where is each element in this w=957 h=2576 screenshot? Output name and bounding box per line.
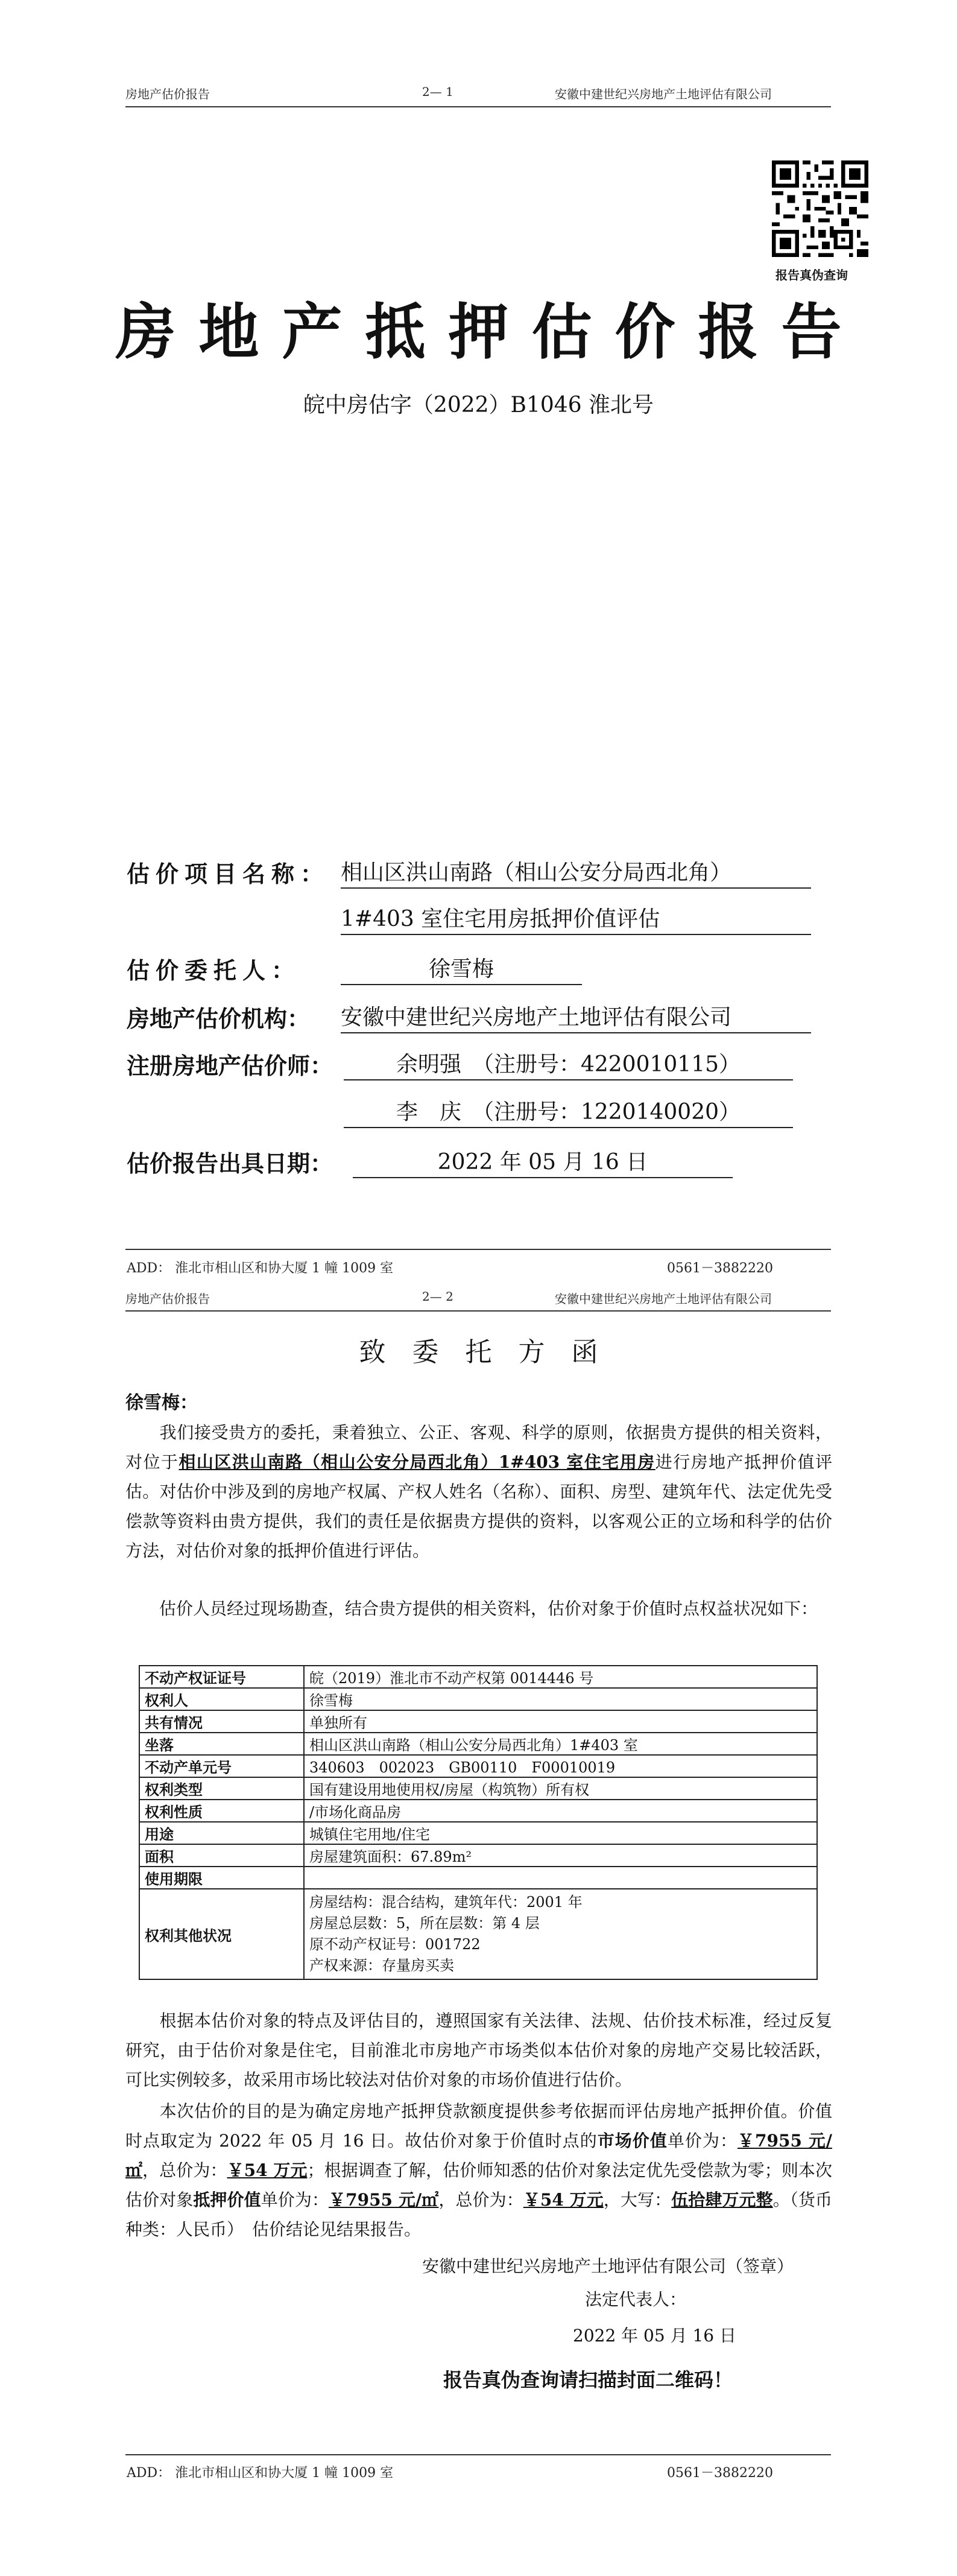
signature-company: 安徽中建世纪兴房地产土地评估有限公司（签章） — [422, 2256, 794, 2276]
table-value: 单独所有 — [304, 1710, 817, 1733]
para3-text: 根据本估价对象的特点及评估目的，遵照国家有关法律、法规、估价技术标准，经过反复研究，由于估价对象是住宅，目前淮北市房地产市场类似本估价对象的房地产交易比较活跃，可比实例较多，故采用市场比较法对估价对象的市场价值进行估价。 — [125, 2011, 832, 2090]
table-row — [139, 1688, 817, 1710]
table-row — [139, 1666, 817, 1688]
table-value: 徐雪梅 — [304, 1688, 817, 1710]
table-key: 面积 — [139, 1844, 304, 1867]
table-value: 相山区洪山南路（相山公安分局西北角）1#403 室 — [304, 1733, 817, 1755]
page2-header-page-number: 2— 2 — [422, 1289, 453, 1304]
page2-header-right: 安徽中建世纪兴房地产土地评估有限公司 — [555, 1292, 772, 1306]
table-key: 权利性质 — [139, 1800, 304, 1822]
page1-footer-phone: 0561－3882220 — [667, 1261, 773, 1276]
page2-header-left: 房地产估价报告 — [125, 1292, 210, 1306]
mortgage-unit-price: ￥7955 元/㎡ — [329, 2190, 439, 2210]
para1-property-address: 相山区洪山南路（相山公安分局西北角）1#403 室住宅用房 — [178, 1452, 655, 1472]
table-value: 340603 002023 GB00110 F00010019 — [304, 1755, 817, 1777]
agency-value: 安徽中建世纪兴房地产土地评估有限公司 — [341, 1000, 811, 1033]
table-row — [139, 1800, 817, 1822]
table-value-multiline — [304, 1889, 817, 1979]
other-status-line: 房屋总层数：5，所在层数：第 4 层 — [309, 1915, 540, 1932]
table-value: 房屋建筑面积：67.89m² — [304, 1844, 817, 1867]
table-key: 不动产单元号 — [139, 1755, 304, 1777]
mortgage-total-in-words: 伍拾肆万元整 — [671, 2190, 773, 2210]
market-value-label: 市场价值 — [597, 2131, 668, 2151]
table-row — [139, 1710, 817, 1733]
table-value: 国有建设用地使用权/房屋（构筑物）所有权 — [304, 1777, 817, 1800]
project-name-line1: 相山区洪山南路（相山公安分局西北角） — [341, 855, 811, 889]
para4-text: ；根据调查了解，估价师知悉的估价对象法定优先受偿款为零；则本次估价对象 — [125, 2160, 832, 2210]
table-value: /市场化商品房 — [304, 1800, 817, 1822]
other-status-line: 产权来源：存量房买卖 — [309, 1957, 454, 1974]
para4-text: 本次估价的目的是为确定房地产抵押贷款额度提供参考依据而评估房地产抵押价值。价值时点取定为 2022 年 05 月 16 日。故估价对象于价值时点的 — [125, 2101, 832, 2151]
page1-header-left: 房地产估价报告 — [125, 87, 210, 101]
page1-header-page-number: 2— 1 — [422, 84, 453, 99]
appraiser-2: 李 庆 （注册号：1220140020） — [344, 1095, 793, 1128]
para4-text: ，总价为： — [438, 2190, 523, 2210]
other-status-line: 原不动产权证号：001722 — [309, 1936, 481, 1953]
page1-footer-address: ADD： 淮北市相山区和协大厦 1 幢 1009 室 — [127, 1261, 394, 1276]
para2-text: 估价人员经过现场勘查，结合贵方提供的相关资料，估价对象于价值时点权益状况如下： — [159, 1599, 818, 1619]
table-value — [304, 1867, 817, 1889]
report-date-label: 估价报告出具日期： — [127, 1150, 333, 1177]
table-key: 不动产权证证号 — [139, 1666, 304, 1688]
page2-footer-phone: 0561－3882220 — [667, 2466, 773, 2481]
page2-footer-address: ADD： 淮北市相山区和协大厦 1 幢 1009 室 — [127, 2466, 394, 2481]
para1-text-c: 进行房地产抵押价值评估。对估价中涉及到的房地产权属、产权人姓名（名称）、面积、房型、建筑年代、法定优先受偿款等资料由贵方提供，我们的责任是依据贵方提供的资料，以客观公正的立场和科学的估价方法，对估价对象的抵押价值进行评估。 — [125, 1452, 832, 1561]
letter-paragraph-4 — [125, 2096, 832, 2244]
para4-text: ，大写： — [603, 2190, 672, 2210]
letter-paragraph-1 — [125, 1418, 832, 1566]
client-label: 估价委托人： — [127, 957, 301, 984]
page1-footer-rule — [125, 1249, 831, 1250]
para4-text: 。（货币种类：人民币） 估价结论见结果报告。 — [125, 2190, 832, 2239]
table-row — [139, 1822, 817, 1844]
letter-paragraph-2 — [125, 1594, 832, 1623]
table-row — [139, 1889, 817, 1979]
appraiser-label: 注册房地产估价师： — [127, 1052, 333, 1079]
report-date-value: 2022 年 05 月 16 日 — [353, 1145, 733, 1178]
table-key: 权利人 — [139, 1688, 304, 1710]
project-name-line2: 1#403 室住宅用房抵押价值评估 — [341, 902, 811, 935]
market-total-price: ￥54 万元 — [227, 2160, 308, 2180]
market-unit-price: ￥7955 元/㎡ — [125, 2131, 832, 2180]
table-value: 城镇住宅用地/住宅 — [304, 1822, 817, 1844]
table-key: 权利其他状况 — [139, 1889, 304, 1979]
verification-note: 报告真伪查询请扫描封面二维码！ — [443, 2368, 733, 2391]
mortgage-total-price: ￥54 万元 — [523, 2190, 604, 2210]
qr-code-icon[interactable] — [772, 160, 868, 257]
table-row — [139, 1755, 817, 1777]
para4-text: 单价为： — [261, 2190, 329, 2210]
appraiser-1: 余明强 （注册号：4220010115） — [344, 1047, 793, 1080]
table-value: 皖（2019）淮北市不动产权第 0014446 号 — [304, 1666, 817, 1688]
table-row — [139, 1867, 817, 1889]
rights-status-table — [139, 1665, 818, 1980]
table-key: 坐落 — [139, 1733, 304, 1755]
table-row — [139, 1844, 817, 1867]
letter-paragraph-3 — [125, 2006, 832, 2095]
report-title: 房地产抵押估价报告 — [115, 296, 865, 367]
signature-representative: 法定代表人： — [585, 2289, 687, 2309]
page1-header-right: 安徽中建世纪兴房地产土地评估有限公司 — [555, 87, 772, 101]
table-key: 使用期限 — [139, 1867, 304, 1889]
table-key: 用途 — [139, 1822, 304, 1844]
para4-text: ，总价为： — [142, 2160, 227, 2180]
letter-salutation: 徐雪梅： — [125, 1392, 198, 1413]
signature-date: 2022 年 05 月 16 日 — [573, 2326, 737, 2346]
para4-text: 单价为： — [667, 2131, 737, 2151]
page2-footer-rule — [125, 2454, 831, 2455]
report-number: 皖中房估字（2022）B1046 淮北号 — [303, 393, 654, 417]
client-value: 徐雪梅 — [341, 952, 582, 985]
para1-text-a: 我们接受贵方的委托，秉着独立、公正、客观、科学的原则，依据贵方提供的相关资料，对位于 — [125, 1423, 832, 1472]
table-key: 共有情况 — [139, 1710, 304, 1733]
table-row — [139, 1733, 817, 1755]
page1-header-rule — [125, 106, 831, 107]
qr-caption: 报告真伪查询 — [775, 268, 848, 282]
table-row — [139, 1777, 817, 1800]
letter-title: 致委托方函 — [359, 1337, 625, 1368]
mortgage-value-label: 抵押价值 — [193, 2190, 261, 2210]
page2-header-rule — [125, 1310, 831, 1312]
other-status-line: 房屋结构：混合结构，建筑年代：2001 年 — [309, 1894, 583, 1911]
agency-label: 房地产估价机构： — [127, 1005, 311, 1032]
table-key: 权利类型 — [139, 1777, 304, 1800]
project-name-label: 估价项目名称： — [127, 860, 330, 887]
